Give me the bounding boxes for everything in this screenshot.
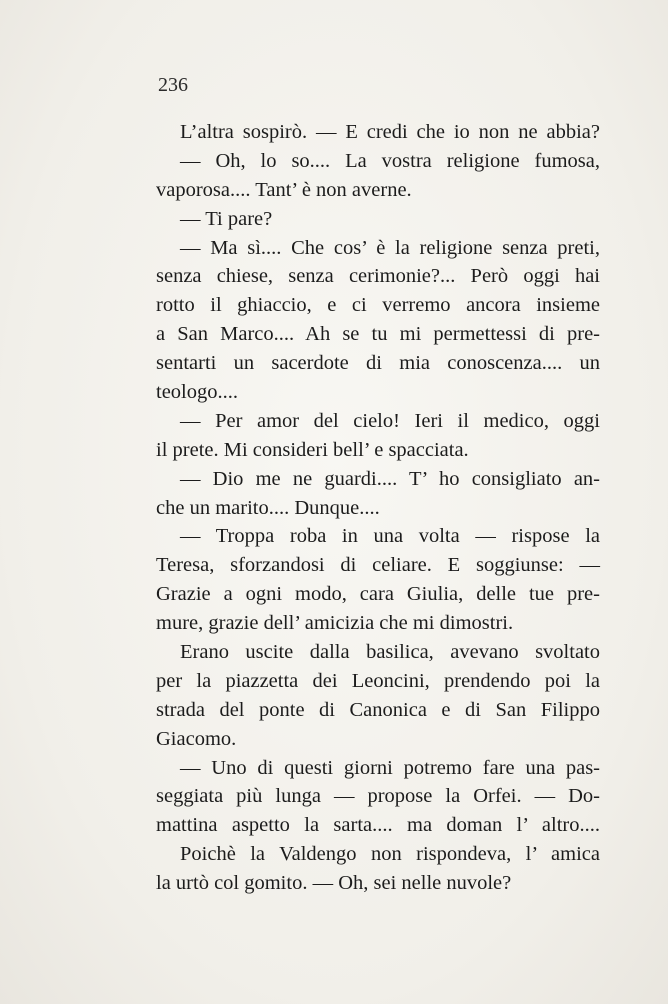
text-line: la urtò col gomito. — Oh, sei nelle nuvole?: [156, 872, 512, 895]
text-line: teologo....: [156, 381, 238, 404]
text-line: — Uno di questi giorni potremo fare una pas-: [180, 756, 600, 779]
text-line: rotto il ghiaccio, e ci verremo ancora insieme: [156, 294, 600, 317]
text-line: — Oh, lo so.... La vostra religione fumosa,: [180, 149, 600, 172]
text-line: Grazie a ogni modo, cara Giulia, delle tue pre-: [156, 583, 600, 606]
text-line: mattina aspetto la sarta.... ma doman l’ altro....: [156, 814, 600, 837]
text-line: che un marito.... Dunque....: [156, 496, 380, 519]
text-line: — Ma sì.... Che cos’ è la religione senza preti,: [180, 236, 600, 259]
text-line: strada del ponte di Canonica e di San Filippo: [156, 698, 600, 721]
text-line: mure, grazie dell’ amicizia che mi dimostri.: [156, 612, 514, 635]
text-line: seggiata più lunga — propose la Orfei. — Do-: [156, 785, 600, 808]
text-line: — Ti pare?: [180, 207, 273, 230]
text-line: L’altra sospirò. — E credi che io non ne abbia?: [180, 121, 600, 143]
text-line: a San Marco.... Ah se tu mi permettessi di pre-: [156, 323, 600, 346]
text-line: — Per amor del cielo! Ieri il medico, oggi: [180, 409, 600, 432]
text-line: sentarti un sacerdote di mia conoscenza.... un: [156, 352, 600, 375]
text-line: senza chiese, senza cerimonie?... Però oggi hai: [156, 265, 600, 288]
text-line: il prete. Mi consideri bell’ e spacciata.: [156, 438, 469, 461]
text-line: per la piazzetta dei Leoncini, prendendo poi la: [156, 669, 600, 692]
text-line: — Troppa roba in una volta — rispose la: [180, 525, 600, 548]
text-line: Erano uscite dalla basilica, avevano svoltato: [180, 641, 600, 664]
body-text: [156, 118, 600, 898]
text-line: — Dio me ne guardi.... T’ ho consigliato an-: [180, 467, 600, 490]
page-number: 236: [158, 74, 188, 96]
text-line: Poichè la Valdengo non rispondeva, l’ amica: [180, 843, 600, 866]
text-line: Giacomo.: [156, 727, 237, 750]
text-line: Teresa, sforzandosi di celiare. E soggiunse: —: [156, 554, 600, 577]
text-line: vaporosa.... Tant’ è non averne.: [156, 178, 412, 201]
